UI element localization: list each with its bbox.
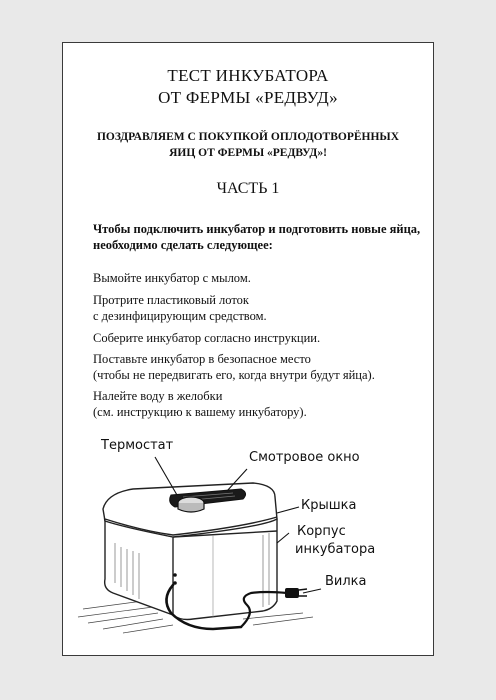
page-title-line-2: ОТ ФЕРМЫ «РЕДВУД» <box>158 88 338 107</box>
step-1: Вымойте инкубатор с мылом. <box>93 271 251 285</box>
congrats-line-2: ЯИЦ ОТ ФЕРМЫ «РЕДВУД»! <box>169 147 327 159</box>
label-lid: Крышка <box>301 498 357 513</box>
step-4-line-2: (чтобы не передвигать его, когда внутри будут яйца). <box>93 368 375 382</box>
step-2-line-1: Протрите пластиковый лоток <box>93 293 249 307</box>
step-5-line-1: Налейте воду в желобки <box>93 389 223 403</box>
step-2-line-2: с дезинфицирующим средством. <box>93 309 267 323</box>
part-heading: ЧАСТЬ 1 <box>216 180 280 197</box>
step-5-line-2: (см. инструкцию к вашему инкубатору). <box>93 405 307 419</box>
label-body-line-1: Корпус <box>297 524 346 539</box>
document-page <box>62 42 434 656</box>
intro-line-2: необходимо сделать следующее: <box>93 238 273 252</box>
incubator-illustration <box>63 423 433 653</box>
thermostat-knob <box>178 497 204 512</box>
page-title-line-1: ТЕСТ ИНКУБАТОРА <box>167 66 329 85</box>
label-thermostat: Термостат <box>101 438 174 453</box>
step-4-line-1: Поставьте инкубатор в безопасное место <box>93 352 311 366</box>
intro-line-1: Чтобы подключить инкубатор и подготовить новые яйца, <box>93 222 421 236</box>
label-plug: Вилка <box>325 574 367 589</box>
congrats-line-1: ПОЗДРАВЛЯЕМ С ПОКУПКОЙ ОПЛОДОТВОРЁННЫХ <box>96 131 400 143</box>
label-viewing-window: Смотровое окно <box>249 450 360 465</box>
step-3: Соберите инкубатор согласно инструкции. <box>93 331 321 345</box>
label-body-line-2: инкубатора <box>295 542 376 557</box>
